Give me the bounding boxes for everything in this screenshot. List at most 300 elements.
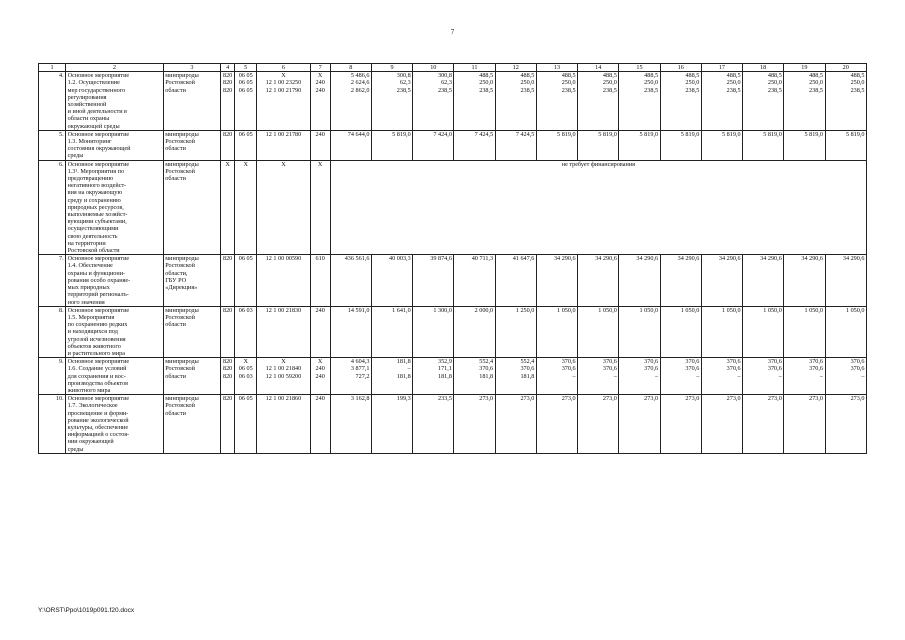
budget-code-line: 240	[315, 395, 325, 403]
amount-cell	[330, 72, 371, 131]
activity-name-line: ного значения	[67, 298, 105, 306]
amount-value: 34 290,6	[636, 255, 659, 263]
amount-value: 370,6	[850, 358, 865, 366]
amount-cell	[454, 306, 495, 357]
budget-code-line: 820	[222, 395, 233, 403]
budget-code-line: 06 05	[238, 86, 253, 94]
budget-code-line: 06 03	[238, 306, 253, 314]
activity-name-line: производства объектов	[67, 379, 129, 387]
amount-cell	[784, 395, 825, 454]
amount-value: 370,6	[479, 365, 494, 373]
amount-value: 74 644,0	[347, 130, 370, 138]
amount-value: 5 819,0	[721, 130, 741, 138]
amount-value: 370,6	[561, 358, 576, 366]
budget-code-line: 820	[222, 255, 233, 263]
amount-cell	[825, 306, 866, 357]
budget-code	[310, 72, 330, 131]
amount-value: 273,0	[850, 395, 865, 403]
amount-cell	[371, 395, 412, 454]
activity-name-line: 1.4. Обеспечение	[67, 262, 113, 270]
activity-name-line: животного мира	[67, 386, 111, 394]
amount-cell	[536, 255, 577, 306]
column-header: 4	[221, 64, 235, 72]
amount-cell	[536, 306, 577, 357]
executor-line: Ростовской	[165, 79, 195, 87]
activity-name-line: среду и сохранению	[67, 196, 121, 204]
row-number: 4.	[39, 72, 66, 131]
budget-code-line: 12 1 00 21860	[265, 395, 302, 403]
amount-value: 370,6	[644, 365, 659, 373]
budget-code-line: 06 05	[238, 79, 253, 87]
amount-value: 488,5	[685, 72, 700, 80]
amount-value: 238,5	[850, 86, 865, 94]
table-row	[39, 160, 867, 255]
activity-name-line: предотвращению	[67, 175, 114, 183]
amount-value: 7 424,0	[433, 130, 452, 138]
amount-value: 34 290,6	[801, 255, 824, 263]
budget-code-line: 240	[315, 365, 325, 373]
executor-line: ГБУ РО	[165, 276, 187, 284]
budget-code-line: 12 1 00 00590	[265, 255, 302, 263]
activity-name-line: для сохранения и вос-	[67, 372, 126, 380]
amount-value: 273,0	[644, 395, 659, 403]
amount-value: 250,0	[767, 79, 782, 87]
amount-value: 40 003,3	[389, 255, 411, 263]
amount-value: 370,6	[767, 365, 782, 373]
amount-value: 5 819,0	[557, 130, 576, 138]
amount-value: 238,5	[644, 86, 659, 94]
budget-code: Х	[235, 160, 257, 255]
executor-line: области	[165, 372, 186, 380]
column-header: 12	[495, 64, 536, 72]
budget-code-line: Х	[281, 358, 286, 366]
amount-value: 238,5	[685, 86, 700, 94]
amount-cell	[619, 306, 660, 357]
amount-cell	[701, 255, 742, 306]
executor-line: области	[165, 409, 186, 417]
budget-code-line: 12 1 00 21780	[265, 130, 302, 138]
amount-cell	[413, 255, 454, 306]
amount-value: 14 591,0	[347, 306, 370, 314]
amount-value: 5 819,0	[763, 130, 782, 138]
file-path-footer: Y:\ORST\Ppo\1019p091.f20.docx	[38, 607, 135, 614]
activity-name	[66, 130, 164, 160]
amount-cell	[578, 306, 619, 357]
activity-name-line: культуры, обеспечение	[67, 423, 129, 431]
budget-code-line: Х	[317, 72, 323, 80]
budget-code	[310, 358, 330, 395]
column-header: 8	[330, 64, 371, 72]
activity-name-line: свою деятельность	[67, 232, 118, 240]
executor-line: минприроды	[165, 306, 199, 314]
amount-value: 488,5	[767, 72, 782, 80]
amount-value: 238,5	[437, 86, 452, 94]
budget-code-line: 06 05	[238, 255, 253, 263]
budget-code-line: 06 05	[238, 395, 253, 403]
executor-line: минприроды	[165, 72, 199, 80]
executor-line: Ростовской	[165, 402, 195, 410]
amount-value: 5 486,6	[350, 72, 370, 80]
amount-value: 34 290,6	[718, 255, 741, 263]
amount-value: 370,6	[602, 365, 617, 373]
amount-cell	[495, 72, 536, 131]
amount-cell	[743, 358, 784, 395]
activity-name-line: области охраны	[67, 115, 110, 123]
budget-code	[257, 358, 310, 395]
column-header: 1	[39, 64, 66, 72]
activity-name-line: Основное мероприятие	[67, 255, 130, 263]
activity-name-line: по сохранению редких	[67, 321, 128, 329]
amount-value: 250,0	[561, 79, 576, 87]
amount-value: 1 050,0	[721, 306, 741, 314]
amount-cell	[784, 255, 825, 306]
column-header: 15	[619, 64, 660, 72]
amount-cell	[701, 306, 742, 357]
budget-code-line: 12 1 00 21830	[265, 306, 302, 314]
amount-value: 250,0	[602, 79, 617, 87]
amount-cell	[371, 306, 412, 357]
amount-value: 727,2	[355, 372, 370, 380]
amount-cell	[413, 72, 454, 131]
amount-cell	[701, 358, 742, 395]
executor	[163, 160, 220, 255]
budget-code-line: 240	[315, 79, 325, 87]
budget-code-line: 820	[222, 358, 233, 366]
amount-cell	[495, 395, 536, 454]
amount-value: 5 819,0	[392, 130, 411, 138]
activity-name-line: осуществляющими	[67, 225, 119, 233]
amount-value: 1 300,0	[433, 306, 452, 314]
activity-name-line: Основное мероприятие	[67, 160, 130, 168]
budget-code-line: 06 05	[238, 130, 253, 138]
budget-code-line: 06 05	[238, 72, 253, 80]
amount-value: 238,5	[602, 86, 617, 94]
amount-value: 238,5	[396, 86, 411, 94]
activity-name-line: Основное мероприятие	[67, 395, 130, 403]
no-funding-note: не требует финансирования	[330, 160, 866, 255]
amount-value: 250,0	[850, 79, 865, 87]
budget-code	[235, 72, 257, 131]
column-header: 9	[371, 64, 412, 72]
amount-cell	[536, 72, 577, 131]
amount-cell	[784, 358, 825, 395]
budget-table	[38, 63, 867, 454]
activity-name	[66, 72, 164, 131]
executor-line: области	[165, 86, 186, 94]
executor-line: минприроды	[165, 255, 199, 263]
page-number: 7	[450, 28, 455, 36]
budget-code	[221, 130, 235, 160]
amount-value: 62,3	[399, 79, 411, 87]
amount-value: –	[861, 372, 865, 380]
budget-code-line: 820	[222, 86, 233, 94]
budget-code-line: Х	[317, 358, 323, 366]
amount-value: 40 711,3	[471, 255, 494, 263]
amount-cell	[619, 72, 660, 131]
amount-value: 436 561,6	[344, 255, 370, 263]
amount-cell	[330, 306, 371, 357]
column-header: 10	[413, 64, 454, 72]
amount-value: 34 290,6	[842, 255, 865, 263]
amount-value: –	[654, 372, 659, 380]
amount-cell	[495, 130, 536, 160]
column-header: 19	[784, 64, 825, 72]
amount-cell	[825, 130, 866, 160]
activity-name-line: 1.5. Мероприятия	[67, 313, 115, 321]
column-header: 11	[454, 64, 495, 72]
activity-name-line: Основное мероприятие	[67, 306, 130, 314]
amount-cell	[495, 358, 536, 395]
amount-cell	[371, 72, 412, 131]
amount-value: 488,5	[850, 72, 865, 80]
activity-name-line: Ростовской области	[67, 247, 120, 255]
amount-value: 171,1	[437, 365, 452, 373]
amount-value: 34 290,6	[677, 255, 700, 263]
activity-name-line: Основное мероприятие	[67, 72, 130, 80]
amount-cell	[660, 358, 701, 395]
amount-value: 370,6	[809, 358, 824, 366]
amount-value: 370,6	[561, 365, 576, 373]
amount-value: 300,8	[437, 72, 452, 80]
activity-name-line: 1.2. Осуществление	[67, 79, 120, 87]
row-number: 6.	[39, 160, 66, 255]
table-row	[39, 255, 867, 306]
activity-name-line: вующими субъектами,	[67, 218, 127, 226]
activity-name-line: выполняемые хозяйст-	[67, 211, 128, 219]
amount-cell	[743, 395, 784, 454]
activity-name-line: угрозой исчезновения	[67, 335, 126, 343]
amount-cell	[701, 130, 742, 160]
amount-cell	[619, 255, 660, 306]
budget-code	[257, 255, 310, 306]
budget-code	[257, 130, 310, 160]
amount-value: 488,5	[602, 72, 617, 80]
executor-line: Ростовской	[165, 262, 195, 270]
amount-value: 3 877,1	[350, 365, 370, 373]
amount-cell	[495, 255, 536, 306]
amount-value: 370,6	[726, 358, 741, 366]
executor	[163, 395, 220, 454]
budget-code: Х	[257, 160, 310, 255]
executor	[163, 130, 220, 160]
amount-value: 1 050,0	[639, 306, 659, 314]
activity-name-line: состояния окружающей	[67, 145, 131, 153]
budget-code	[257, 306, 310, 357]
amount-cell	[743, 255, 784, 306]
activity-name	[66, 255, 164, 306]
amount-cell	[330, 358, 371, 395]
column-header: 17	[701, 64, 742, 72]
activity-name-line: информацией о состоя-	[67, 431, 130, 439]
header-row	[39, 64, 867, 72]
amount-value: 370,6	[520, 365, 535, 373]
amount-cell	[784, 130, 825, 160]
amount-value: 273,0	[767, 395, 782, 403]
amount-value: 41 647,6	[512, 255, 535, 263]
budget-code-line: 610	[315, 255, 325, 263]
amount-value: 273,0	[809, 395, 824, 403]
amount-value: 1 050,0	[598, 306, 617, 314]
budget-code	[221, 395, 235, 454]
row-number: 9.	[39, 358, 66, 395]
budget-code	[310, 395, 330, 454]
amount-value: 181,8	[437, 372, 452, 380]
amount-cell	[784, 306, 825, 357]
amount-value: 2 862,0	[350, 86, 370, 94]
amount-value: 370,6	[726, 365, 741, 373]
budget-code-line: 820	[222, 72, 233, 80]
amount-value: 5 819,0	[845, 130, 865, 138]
budget-code-line: 820	[222, 372, 233, 380]
amount-value: 62,3	[441, 79, 452, 87]
amount-cell	[743, 306, 784, 357]
budget-code-line: 820	[222, 130, 233, 138]
executor	[163, 306, 220, 357]
amount-value: –	[407, 365, 411, 373]
amount-cell	[413, 130, 454, 160]
amount-value: 3 162,8	[350, 395, 370, 403]
amount-value: 1 050,0	[804, 306, 824, 314]
budget-table-container	[38, 63, 867, 454]
budget-code	[221, 255, 235, 306]
amount-cell	[660, 130, 701, 160]
amount-value: –	[613, 372, 617, 380]
amount-value: 370,6	[644, 358, 659, 366]
amount-value: 1 250,0	[515, 306, 535, 314]
amount-value: 370,6	[602, 358, 617, 366]
budget-code-line: 240	[315, 86, 325, 94]
amount-cell	[578, 395, 619, 454]
activity-name-line: просвещение и форми-	[67, 409, 129, 417]
column-header: 18	[743, 64, 784, 72]
executor	[163, 358, 220, 395]
amount-value: 370,6	[685, 365, 700, 373]
amount-value: 181,8	[520, 372, 535, 380]
amount-value: 238,5	[809, 86, 824, 94]
amount-cell	[454, 358, 495, 395]
column-header: 16	[660, 64, 701, 72]
amount-value: 250,0	[644, 79, 659, 87]
activity-name-line: окружающей среды	[67, 122, 120, 130]
executor	[163, 72, 220, 131]
row-number: 10.	[39, 395, 66, 454]
executor	[163, 255, 220, 306]
amount-value: 34 290,6	[595, 255, 617, 263]
amount-cell	[536, 395, 577, 454]
amount-cell	[619, 395, 660, 454]
amount-value: –	[696, 372, 700, 380]
amount-value: 238,5	[520, 86, 535, 94]
amount-value: 199,3	[396, 395, 411, 403]
amount-value: 238,5	[479, 86, 494, 94]
activity-name-line: Основное мероприятие	[67, 358, 130, 366]
activity-name	[66, 358, 164, 395]
budget-code-line: 820	[222, 79, 233, 87]
column-header: 13	[536, 64, 577, 72]
table-row	[39, 306, 867, 357]
amount-cell	[413, 306, 454, 357]
activity-name-line: среды	[67, 152, 84, 160]
activity-name-line: мер государственного	[67, 86, 126, 94]
budget-code: Х	[310, 160, 330, 255]
budget-code	[235, 306, 257, 357]
amount-value: 233,5	[437, 395, 452, 403]
budget-code-line: 820	[222, 365, 233, 373]
amount-cell	[578, 130, 619, 160]
amount-cell	[701, 395, 742, 454]
activity-name-line: и находящихся под	[67, 328, 118, 336]
amount-value: 552,4	[479, 358, 494, 366]
budget-code	[310, 306, 330, 357]
budget-code-line: 06 05	[238, 365, 253, 373]
amount-value: 352,9	[437, 358, 452, 366]
column-header: 7	[310, 64, 330, 72]
budget-code	[310, 255, 330, 306]
amount-cell	[454, 395, 495, 454]
amount-cell	[619, 358, 660, 395]
budget-code	[310, 130, 330, 160]
amount-value: 488,5	[644, 72, 659, 80]
table-row	[39, 72, 867, 131]
amount-value: 5 819,0	[639, 130, 659, 138]
amount-cell	[743, 72, 784, 131]
amount-cell	[371, 358, 412, 395]
budget-code	[221, 72, 235, 131]
amount-cell	[371, 255, 412, 306]
amount-value: 250,0	[809, 79, 824, 87]
budget-code-line: 12 1 00 59200	[265, 372, 302, 380]
executor-line: Ростовской	[165, 313, 195, 321]
budget-code	[221, 358, 235, 395]
budget-code	[235, 395, 257, 454]
activity-name-line: на территории	[67, 239, 106, 247]
amount-value: 370,6	[809, 365, 824, 373]
amount-value: 488,5	[561, 72, 576, 80]
budget-code-line: 12 1 00 21790	[265, 86, 302, 94]
amount-value: 34 290,6	[760, 255, 782, 263]
amount-value: 7 424,5	[474, 130, 494, 138]
budget-code	[257, 395, 310, 454]
row-number: 7.	[39, 255, 66, 306]
amount-cell	[371, 130, 412, 160]
activity-name-line: нии окружающей	[67, 438, 114, 446]
amount-cell	[536, 358, 577, 395]
amount-value: 488,5	[726, 72, 741, 80]
amount-value: 273,0	[479, 395, 494, 403]
executor-line: «Дирекция»	[165, 284, 198, 292]
budget-code-line: Х	[281, 72, 286, 80]
amount-value: 552,4	[520, 358, 535, 366]
budget-code-line: 240	[315, 306, 325, 314]
amount-cell	[413, 358, 454, 395]
activity-name	[66, 395, 164, 454]
amount-cell	[825, 255, 866, 306]
activity-name-line: хозяйственной	[67, 101, 107, 109]
amount-cell	[578, 255, 619, 306]
amount-cell	[413, 395, 454, 454]
activity-name-line: вия на окружающую	[67, 189, 123, 197]
amount-cell	[743, 130, 784, 160]
amount-cell	[495, 306, 536, 357]
table-row	[39, 358, 867, 395]
activity-name-line: регулирования	[67, 93, 107, 101]
column-header: 20	[825, 64, 866, 72]
executor-line: области	[165, 145, 186, 153]
amount-cell	[660, 306, 701, 357]
column-header: 5	[235, 64, 257, 72]
amount-cell	[660, 72, 701, 131]
activity-name-line: природных ресурсов,	[67, 203, 124, 211]
